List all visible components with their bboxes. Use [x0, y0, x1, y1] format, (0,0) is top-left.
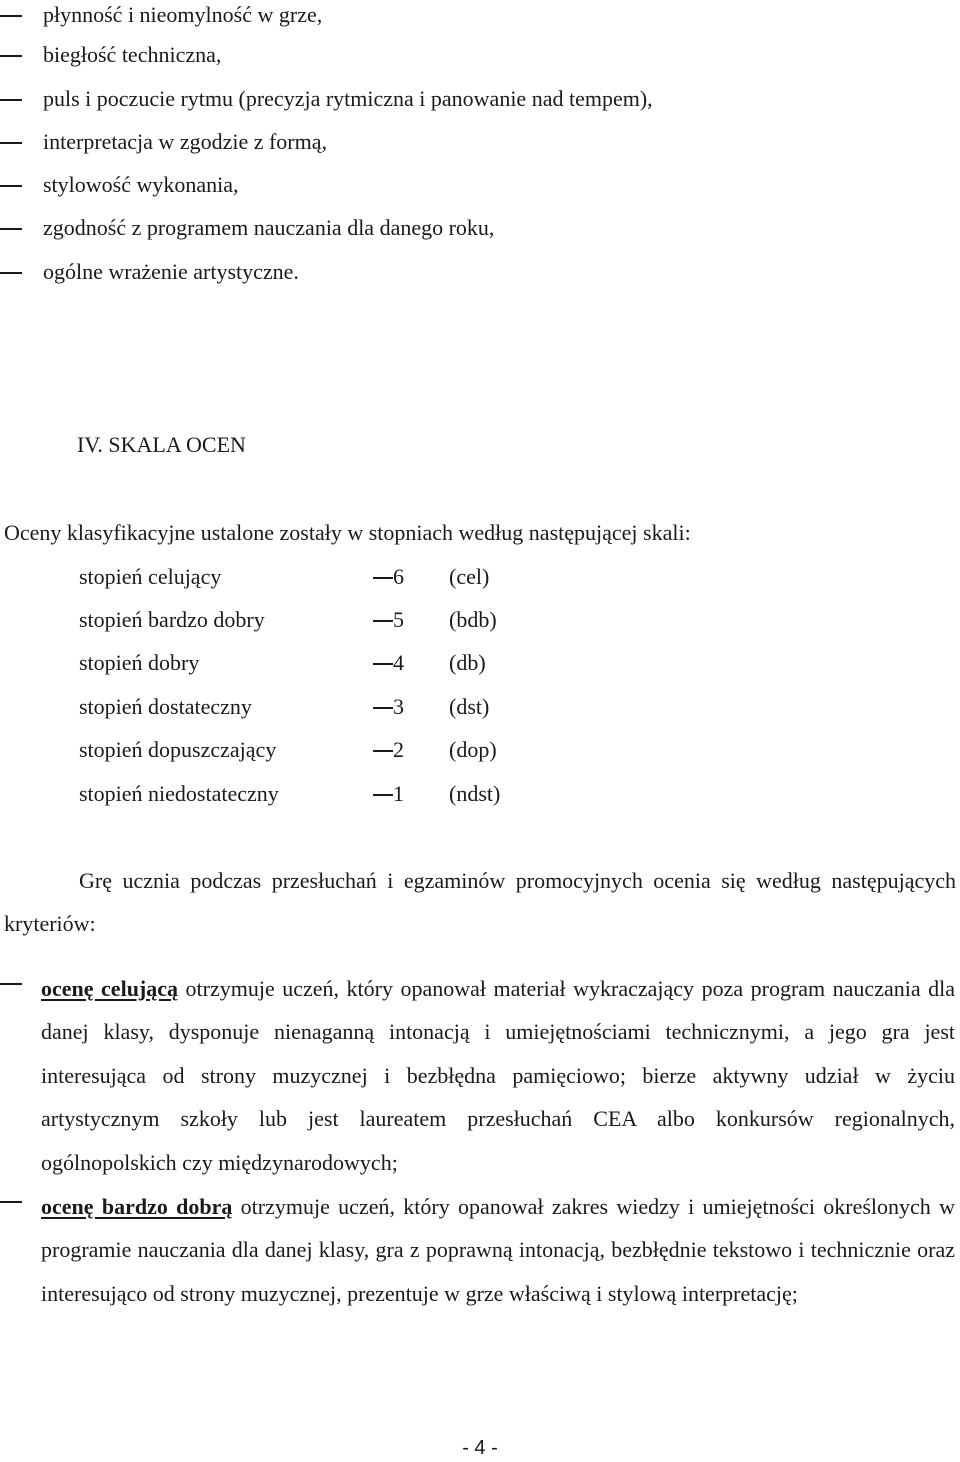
list-item-text: stylowość wykonania, — [43, 172, 239, 197]
dash-icon — [373, 707, 393, 709]
grade-abbr: (dop) — [449, 737, 497, 762]
criteria-text — [41, 967, 955, 1184]
grade-abbr: (ndst) — [449, 781, 501, 806]
list-item-text: ogólne wrażenie artystyczne. — [43, 259, 299, 284]
list-item-text: interpretacja w zgodzie z formą, — [43, 129, 328, 154]
criteria-term: ocenę bardzo dobrą — [41, 1194, 233, 1219]
dash-bullet-icon — [0, 228, 22, 230]
dash-bullet-icon — [0, 15, 22, 17]
dash-icon — [373, 750, 393, 752]
grade-value: 1 — [393, 781, 404, 806]
grade-row — [0, 735, 600, 765]
dash-bullet-icon — [0, 55, 22, 57]
dash-bullet-icon — [0, 185, 22, 187]
dash-icon — [373, 620, 393, 622]
list-item-text: biegłość techniczna, — [43, 42, 222, 67]
grade-row — [0, 605, 600, 635]
criteria-term: ocenę celującą — [41, 976, 179, 1001]
criteria-text — [41, 1185, 955, 1315]
list-item-text: zgodność z programem nauczania dla danego roku, — [43, 215, 495, 240]
grade-name: stopień dobry — [79, 650, 200, 675]
grade-row — [0, 692, 600, 722]
criteria-description: otrzymuje uczeń, który opanował materiał wykraczający poza program nauczania dla danej klasy, dysponuje nienaganną intonacją i umiejętnościami technicznymi, a jego gra jest interesująca od strony muzycznej i bezbłędna pamięciowo; bierze aktywny udział w życiu artystycznym szkoły lub jest laureatem przesłuchań CEA albo konkursów regionalnych, ogólnopolskich czy międzynarodowych; — [41, 976, 955, 1175]
grade-value: 5 — [393, 607, 404, 632]
dash-bullet-icon — [0, 142, 22, 144]
dash-icon — [373, 663, 393, 665]
dash-bullet-icon — [0, 99, 22, 101]
grade-abbr: (dst) — [449, 694, 490, 719]
grade-value: 6 — [393, 564, 404, 589]
page-number: - 4 - — [462, 1437, 498, 1459]
grade-abbr: (cel) — [449, 564, 490, 589]
grade-row — [0, 562, 600, 592]
grade-abbr: (db) — [449, 650, 486, 675]
dash-bullet-icon — [0, 983, 22, 985]
dash-bullet-icon — [0, 1201, 22, 1203]
grade-value: 2 — [393, 737, 404, 762]
grade-row — [0, 648, 600, 678]
grade-name: stopień dostateczny — [79, 694, 252, 719]
list-item-text: płynność i nieomylność w grze, — [43, 2, 323, 27]
dash-icon — [373, 577, 393, 579]
grade-name: stopień dopuszczający — [79, 737, 277, 762]
list-item-text: puls i poczucie rytmu (precyzja rytmiczna i panowanie nad tempem), — [43, 86, 653, 111]
grade-value: 3 — [393, 694, 404, 719]
criteria-description: otrzymuje uczeń, który opanował zakres wiedzy i umiejętności określonych w programie nauczania dla danej klasy, gra z poprawną intonacją, bezbłędnie tekstowo i technicznie oraz interesująco od strony muzycznej, prezentuje w grze właściwą i stylową interpretację; — [41, 1194, 955, 1306]
grade-name: stopień celujący — [79, 564, 222, 589]
dash-bullet-icon — [0, 272, 22, 274]
grade-abbr: (bdb) — [449, 607, 497, 632]
criteria-intro: Grę ucznia podczas przesłuchań i egzaminów promocyjnych ocenia się według następujących kryteriów: — [4, 868, 956, 937]
grade-value: 4 — [393, 650, 404, 675]
grade-name: stopień niedostateczny — [79, 781, 279, 806]
section-heading: IV. SKALA OCEN — [77, 432, 246, 457]
grade-row — [0, 779, 600, 809]
grade-name: stopień bardzo dobry — [79, 607, 265, 632]
dash-icon — [373, 794, 393, 796]
scale-intro: Oceny klasyfikacyjne ustalone zostały w stopniach według następującej skali: — [4, 520, 691, 545]
